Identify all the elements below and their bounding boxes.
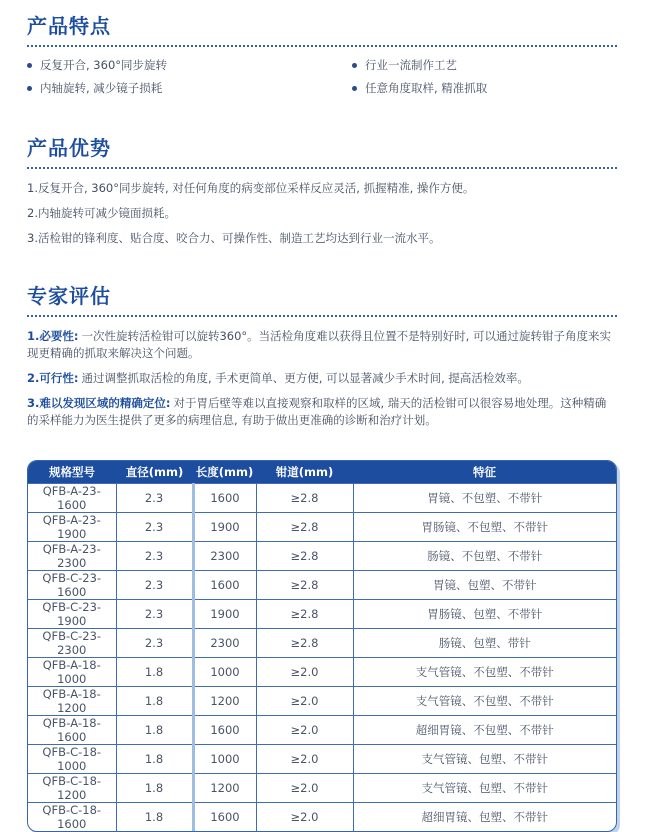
dotted-divider bbox=[27, 45, 617, 47]
section-product-features bbox=[27, 14, 617, 96]
cell-feature: 胃镜、不包塑、不带针 bbox=[353, 483, 616, 512]
expert-item-text: 对于胃后壁等难以直接观察和取样的区域, 瑞天的活检钳可以很容易地处理。这种精确的采样能力为医生提供了更多的病理信息, 有助于做出更准确的诊断和治疗计划。 bbox=[27, 396, 607, 427]
cell-diameter: 1.8 bbox=[116, 773, 193, 802]
expert-item-text: 通过调整抓取活检的角度, 手术更简单、更方便, 可以显著减少手术时间, 提高活检效率。 bbox=[81, 371, 529, 385]
cell-channel: ≥2.0 bbox=[256, 715, 353, 744]
cell-length: 1600 bbox=[193, 483, 256, 512]
cell-model: QFB-C-18-1600 bbox=[28, 802, 116, 831]
features-title: 产品特点 bbox=[27, 14, 111, 38]
cell-channel: ≥2.0 bbox=[256, 686, 353, 715]
cell-length: 2300 bbox=[193, 628, 256, 657]
cell-length: 1600 bbox=[193, 715, 256, 744]
section-expert-evaluation bbox=[27, 284, 617, 429]
spec-table-row bbox=[28, 512, 616, 541]
spec-table-row bbox=[28, 686, 616, 715]
col-header-length: 长度(mm) bbox=[193, 461, 256, 483]
dotted-divider bbox=[27, 315, 617, 317]
spec-table-row bbox=[28, 570, 616, 599]
feature-bullet-item bbox=[27, 57, 352, 73]
cell-model: QFB-A-18-1200 bbox=[28, 686, 116, 715]
cell-channel: ≥2.0 bbox=[256, 744, 353, 773]
cell-channel: ≥2.8 bbox=[256, 512, 353, 541]
cell-length: 1200 bbox=[193, 686, 256, 715]
bullet-dot-icon bbox=[352, 86, 357, 91]
col-header-feature: 特征 bbox=[353, 461, 616, 483]
advantage-paragraph: 1.反复开合, 360°同步旋转, 对任何角度的病变部位采样反应灵活, 抓握精准, 操作方便。 bbox=[27, 181, 475, 195]
advantages-title: 产品优势 bbox=[27, 136, 111, 160]
spec-table-row bbox=[28, 657, 616, 686]
cell-diameter: 2.3 bbox=[116, 541, 193, 570]
feature-bullet-text: 反复开合, 360°同步旋转 bbox=[40, 58, 168, 72]
advantage-paragraph: 2.内轴旋转可减少镜面损耗。 bbox=[27, 206, 176, 220]
cell-model: QFB-A-18-1600 bbox=[28, 715, 116, 744]
feature-bullet-item bbox=[352, 57, 617, 73]
col-header-diameter: 直径(mm) bbox=[116, 461, 193, 483]
cell-diameter: 1.8 bbox=[116, 715, 193, 744]
cell-diameter: 2.3 bbox=[116, 628, 193, 657]
bullet-dot-icon bbox=[352, 63, 357, 68]
feature-bullet-text: 行业一流制作工艺 bbox=[365, 58, 457, 72]
cell-channel: ≥2.8 bbox=[256, 570, 353, 599]
feature-bullet-item bbox=[27, 80, 352, 96]
cell-length: 1000 bbox=[193, 744, 256, 773]
expert-item-label: 2.可行性: bbox=[27, 371, 79, 385]
feature-bullet-text: 内轴旋转, 减少镜子损耗 bbox=[40, 81, 163, 95]
cell-model: QFB-A-23-2300 bbox=[28, 541, 116, 570]
spec-table-header bbox=[28, 461, 616, 483]
expert-title: 专家评估 bbox=[27, 284, 111, 308]
cell-length: 1000 bbox=[193, 657, 256, 686]
spec-table-row bbox=[28, 628, 616, 657]
cell-length: 1200 bbox=[193, 773, 256, 802]
spec-table-row bbox=[28, 773, 616, 802]
cell-channel: ≥2.8 bbox=[256, 483, 353, 512]
cell-diameter: 1.8 bbox=[116, 744, 193, 773]
cell-model: QFB-A-18-1000 bbox=[28, 657, 116, 686]
cell-diameter: 1.8 bbox=[116, 686, 193, 715]
cell-model: QFB-C-23-2300 bbox=[28, 628, 116, 657]
cell-feature: 胃镜、包塑、不带针 bbox=[353, 570, 616, 599]
spec-table-row bbox=[28, 744, 616, 773]
cell-length: 1600 bbox=[193, 570, 256, 599]
feature-bullet-item bbox=[352, 80, 617, 96]
advantages-paragraphs bbox=[27, 179, 617, 247]
feature-bullet-text: 任意角度取样, 精准抓取 bbox=[365, 81, 488, 95]
cell-model: QFB-C-18-1200 bbox=[28, 773, 116, 802]
cell-model: QFB-A-23-1600 bbox=[28, 483, 116, 512]
cell-length: 1900 bbox=[193, 512, 256, 541]
expert-item-label: 3.难以发现区域的精确定位: bbox=[27, 396, 171, 410]
cell-channel: ≥2.0 bbox=[256, 802, 353, 831]
cell-diameter: 2.3 bbox=[116, 483, 193, 512]
cell-feature: 支气管镜、包塑、不带针 bbox=[353, 744, 616, 773]
spec-table-row bbox=[28, 541, 616, 570]
expert-item-list bbox=[27, 328, 617, 429]
cell-diameter: 2.3 bbox=[116, 570, 193, 599]
cell-channel: ≥2.8 bbox=[256, 628, 353, 657]
spec-table-row bbox=[28, 715, 616, 744]
spec-table-body bbox=[28, 483, 616, 831]
cell-length: 1900 bbox=[193, 599, 256, 628]
cell-channel: ≥2.0 bbox=[256, 773, 353, 802]
cell-diameter: 1.8 bbox=[116, 657, 193, 686]
advantage-paragraph: 3.活检钳的锋利度、贴合度、咬合力、可操作性、制造工艺均达到行业一流水平。 bbox=[27, 231, 441, 245]
cell-feature: 支气管镜、包塑、不带针 bbox=[353, 773, 616, 802]
expert-item-label: 1.必要性: bbox=[27, 329, 79, 343]
cell-diameter: 2.3 bbox=[116, 512, 193, 541]
cell-feature: 超细胃镜、包塑、不带针 bbox=[353, 802, 616, 831]
cell-length: 2300 bbox=[193, 541, 256, 570]
spec-table-row bbox=[28, 802, 616, 831]
cell-length: 1600 bbox=[193, 802, 256, 831]
cell-diameter: 2.3 bbox=[116, 599, 193, 628]
expert-item-text: 一次性旋转活检钳可以旋转360°。当活检角度难以获得且位置不是特别好时, 可以通过旋转钳子角度来实现更精确的抓取来解决这个问题。 bbox=[27, 329, 611, 360]
bullet-dot-icon bbox=[27, 86, 32, 91]
expert-item bbox=[27, 395, 617, 429]
bullet-dot-icon bbox=[27, 63, 32, 68]
cell-feature: 支气管镜、不包塑、不带针 bbox=[353, 686, 616, 715]
feature-bullet-list bbox=[27, 57, 617, 96]
cell-channel: ≥2.8 bbox=[256, 541, 353, 570]
cell-model: QFB-A-23-1900 bbox=[28, 512, 116, 541]
cell-feature: 支气管镜、不包塑、不带针 bbox=[353, 657, 616, 686]
col-header-model: 规格型号 bbox=[28, 461, 116, 483]
expert-item bbox=[27, 328, 617, 362]
cell-diameter: 1.8 bbox=[116, 802, 193, 831]
spec-table bbox=[28, 461, 616, 831]
cell-feature: 胃肠镜、包塑、不带针 bbox=[353, 599, 616, 628]
cell-feature: 胃肠镜、不包塑、不带针 bbox=[353, 512, 616, 541]
cell-model: QFB-C-23-1900 bbox=[28, 599, 116, 628]
cell-channel: ≥2.0 bbox=[256, 657, 353, 686]
cell-channel: ≥2.8 bbox=[256, 599, 353, 628]
col-header-channel: 钳道(mm) bbox=[256, 461, 353, 483]
cell-feature: 肠镜、不包塑、不带针 bbox=[353, 541, 616, 570]
cell-feature: 超细胃镜、不包塑、不带针 bbox=[353, 715, 616, 744]
expert-item bbox=[27, 370, 617, 387]
section-product-advantages bbox=[27, 136, 617, 247]
spec-table-row bbox=[28, 483, 616, 512]
cell-model: QFB-C-23-1600 bbox=[28, 570, 116, 599]
spec-table-container bbox=[27, 460, 617, 832]
cell-model: QFB-C-18-1000 bbox=[28, 744, 116, 773]
cell-feature: 肠镜、包塑、带针 bbox=[353, 628, 616, 657]
spec-table-header-row bbox=[28, 461, 616, 483]
spec-table-row bbox=[28, 599, 616, 628]
dotted-divider bbox=[27, 167, 617, 169]
